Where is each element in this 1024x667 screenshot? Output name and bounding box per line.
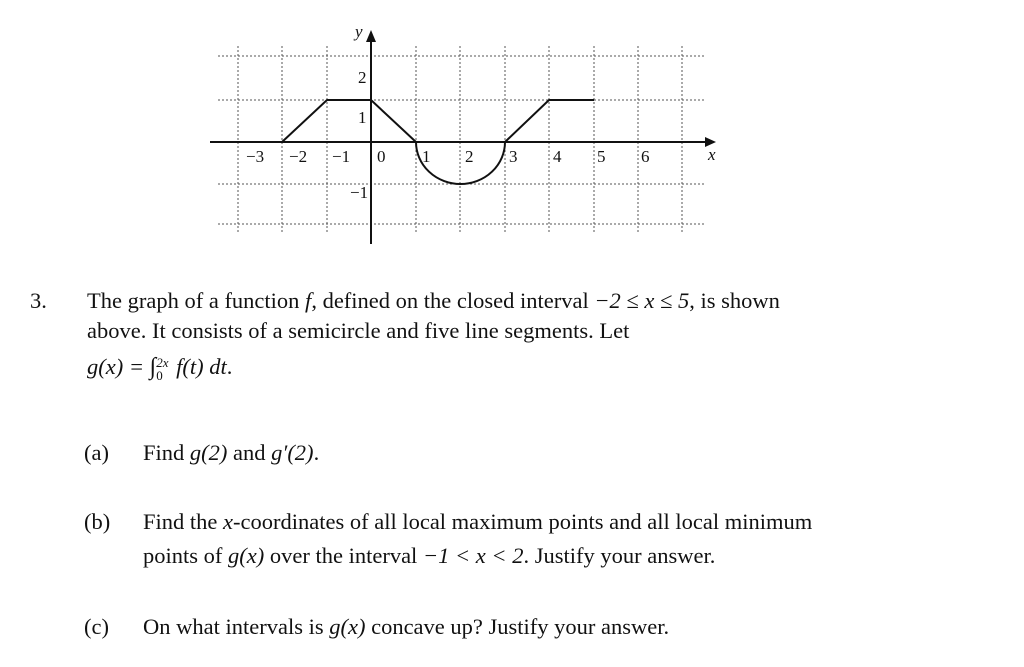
intro-line-2: above. It consists of a semicircle and five line segments. Let <box>87 318 630 343</box>
x-tick-label: 4 <box>553 147 562 166</box>
integral-sign: ∫ <box>149 354 157 380</box>
problem-number: 3. <box>30 288 47 313</box>
g-definition: g(x) = ∫ 2x 0 f(t) dt. <box>87 354 233 383</box>
grid <box>218 46 704 232</box>
x-tick-label: 1 <box>422 147 431 166</box>
lower-limit: 0 <box>156 367 163 383</box>
problem-intro <box>87 286 780 382</box>
axes <box>210 40 708 244</box>
part-b-label: (b) <box>84 509 111 534</box>
y-tick-label: 1 <box>358 108 367 127</box>
x-tick-label: 2 <box>465 147 474 166</box>
part-a-text: Find g(2) and g′(2). <box>143 440 320 465</box>
part-c-text: On what intervals is g(x) concave up? Justify your answer. <box>143 614 670 639</box>
part-b-text: Find the x-coordinates of all local maximum points and all local minimum points of g(x) over the interval −1 < x < 2. Justify your answer. <box>143 509 813 568</box>
x-tick-label: −2 <box>289 147 308 166</box>
y-axis-arrow <box>366 30 376 42</box>
upper-limit: 2x <box>156 354 169 370</box>
intro-line-1: The graph of a function f, defined on the closed interval −2 ≤ x ≤ 5, is shown <box>87 288 780 313</box>
x-tick-label: 3 <box>509 147 518 166</box>
function-graph <box>0 0 740 260</box>
part-c-label: (c) <box>84 614 109 639</box>
x-tick-label: 0 <box>377 147 386 166</box>
x-tick-label: 6 <box>641 147 650 166</box>
x-axis-label: x <box>708 145 716 164</box>
part-a-label: (a) <box>84 440 109 465</box>
y-tick-label: −1 <box>350 183 369 202</box>
y-axis-label: y <box>355 22 363 41</box>
x-tick-label: −1 <box>332 147 351 166</box>
x-tick-label: −3 <box>246 147 265 166</box>
y-tick-label: 2 <box>358 68 367 87</box>
x-tick-label: 5 <box>597 147 606 166</box>
